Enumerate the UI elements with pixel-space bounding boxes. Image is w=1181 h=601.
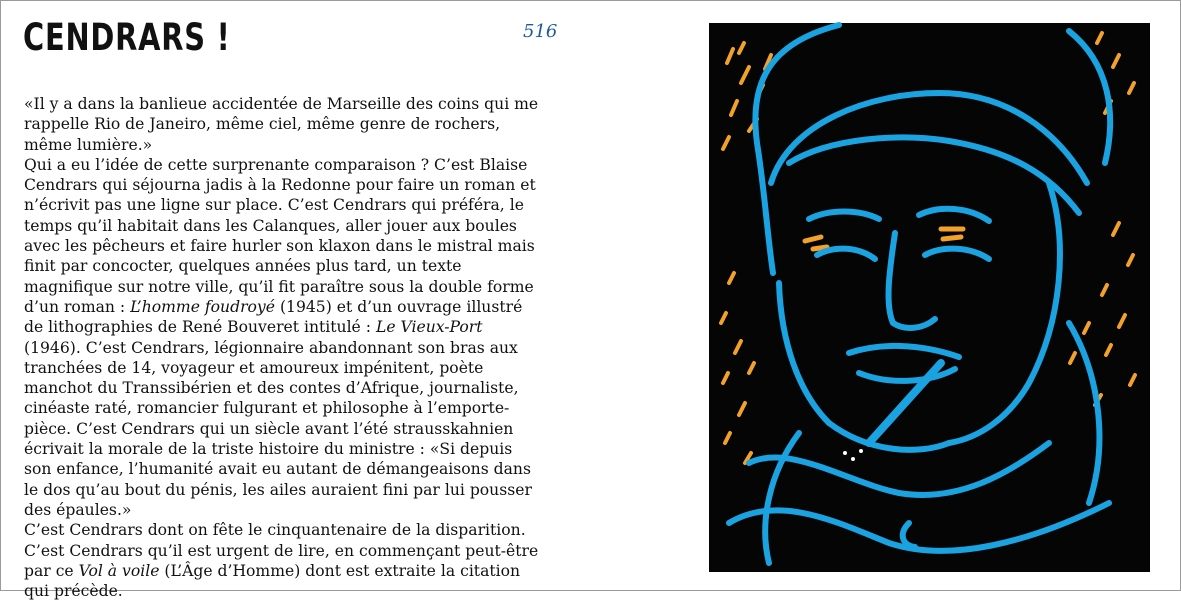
page-title: CENDRARS !	[23, 16, 231, 59]
main-text-part-2: (1945) et d’un ouvrage illustré de lithographies de René Bouveret intitulé :	[24, 297, 523, 337]
closing-paragraph	[24, 541, 544, 601]
portrait-illustration	[709, 23, 1150, 572]
quote-paragraph	[24, 94, 544, 155]
main-text-part-3: (1946). C’est Cendrars, légionnaire abandonnant son bras aux tranchées de 14, voyageur et amoureux impénitent, poète manchot du Transsibérien et des contes d’Afrique, journaliste, cinéaste raté, romancier fulgurant et philosophe à l’emporte-pièce. C’est Cendrars qui un siècle avant l’été strausskahnien écrivait la morale de la triste histoire du ministre : «Si depuis son enfance, l’humanité avait eu autant de démangeaisons dans le dos qu’au bout du pénis, les ailes auraient fini par lui pousser des épaules.»	[24, 338, 532, 519]
page-number: 516	[523, 21, 558, 42]
anniversary-text: C’est Cendrars dont on fête le cinquantenaire de la disparition.	[24, 521, 526, 540]
main-paragraph	[24, 155, 544, 520]
illustration-background	[709, 23, 1150, 572]
book-title-vol-a-voile: Vol à voile	[78, 561, 160, 580]
article-body	[24, 94, 544, 601]
book-title-vieux-port: Le Vieux-Port	[375, 318, 483, 337]
book-title-homme-foudroye: L’homme foudroyé	[130, 297, 275, 316]
closing-text-part-2: (L’Âge d’Homme) dont est extraite la citation qui précède.	[24, 561, 521, 601]
closing-text-part-1: C’est Cendrars qu’il est urgent de lire, en commençant peut-être par ce	[24, 541, 539, 580]
quote-text: «Il y a dans la banlieue accidentée de Marseille des coins qui me rappelle Rio de Janeiro, même ciel, même genre de rochers, même lumière.»	[24, 95, 539, 154]
anniversary-paragraph	[24, 520, 544, 540]
main-text-part-1: Qui a eu l’idée de cette surprenante comparaison ? C’est Blaise Cendrars qui séjourna jadis à la Redonne pour faire un roman et n’écrivit pas une ligne sur place. C’est Cendrars qui préféra, le temps qu’il habitait dans les Calanques, aller jouer aux boules avec les pêcheurs et faire hurler son klaxon dans le mistral mais finit par concocter, quelques années plus tard, un texte magnifique sur notre ville, qu’il fit paraître sous la double forme d’un roman :	[24, 155, 536, 316]
